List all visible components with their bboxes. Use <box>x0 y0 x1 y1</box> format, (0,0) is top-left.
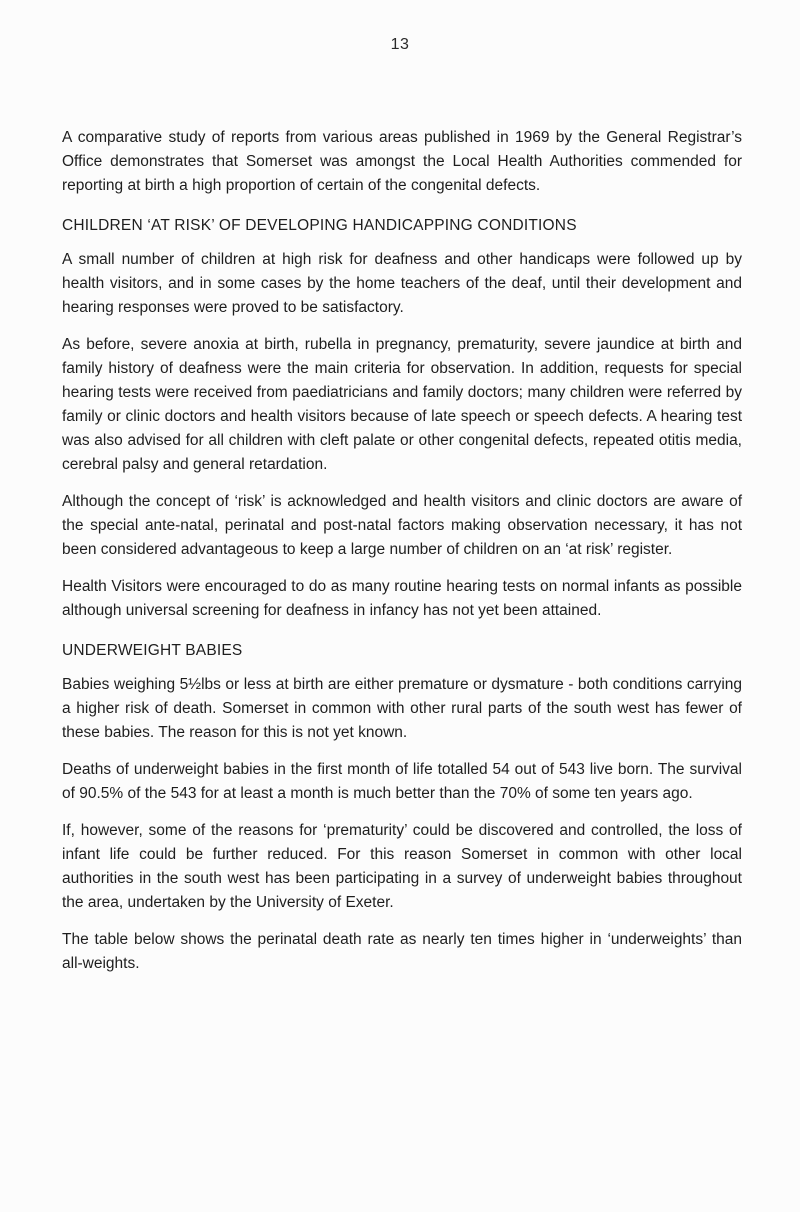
at-risk-paragraph-4: Health Visitors were encouraged to do as many routine hearing tests on normal infants as possible although universal screening for deafness in infancy has not yet been attained. <box>62 578 742 619</box>
page-content <box>62 126 742 989</box>
underweight-paragraph-4: The table below shows the perinatal death rate as nearly ten times higher in ‘underweights’ than all-weights. <box>62 931 742 972</box>
underweight-paragraph-3: If, however, some of the reasons for ‘prematurity’ could be discovered and controlled, the loss of infant life could be further reduced. For this reason Somerset in common with other local authorities in the south west has been participating in a survey of underweight babies throughout the area, undertaken by the University of Exeter. <box>62 822 742 911</box>
intro-paragraph: A comparative study of reports from various areas published in 1969 by the General Registrar’s Office demonstrates that Somerset was amongst the Local Health Authorities commended for reporting at birth a high proportion of certain of the congenital defects. <box>62 129 742 194</box>
section-heading-at-risk: CHILDREN ‘AT RISK’ OF DEVELOPING HANDICAPPING CONDITIONS <box>62 217 577 234</box>
page-number: 13 <box>390 36 410 53</box>
at-risk-paragraph-1: A small number of children at high risk for deafness and other handicaps were followed up by health visitors, and in some cases by the home teachers of the deaf, until their development and hearing responses were proved to be satisfactory. <box>62 251 742 316</box>
section-heading-underweight: UNDERWEIGHT BABIES <box>62 642 243 659</box>
at-risk-paragraph-2: As before, severe anoxia at birth, rubella in pregnancy, prematurity, severe jaundice at birth and family history of deafness were the main criteria for observation. In addition, requests for special hearing tests were received from paediatricians and family doctors; many children were referred by family or clinic doctors and health visitors because of late speech or speech defects. A hearing test was also advised for all children with cleft palate or other congenital defects, repeated otitis media, cerebral palsy and general retardation. <box>62 336 742 473</box>
at-risk-paragraph-3: Although the concept of ‘risk’ is acknowledged and health visitors and clinic doctors are aware of the special ante-natal, perinatal and post-natal factors making observation necessary, it has not been considered advantageous to keep a large number of children on an ‘at risk’ register. <box>62 493 742 558</box>
underweight-paragraph-2: Deaths of underweight babies in the first month of life totalled 54 out of 543 live born. The survival of 90.5% of the 543 for at least a month is much better than the 70% of some ten years ago. <box>62 761 742 802</box>
underweight-paragraph-1: Babies weighing 5½lbs or less at birth are either premature or dysmature - both conditions carrying a higher risk of death. Somerset in common with other rural parts of the south west has fewer of these babies. The reason for this is not yet known. <box>62 676 742 741</box>
